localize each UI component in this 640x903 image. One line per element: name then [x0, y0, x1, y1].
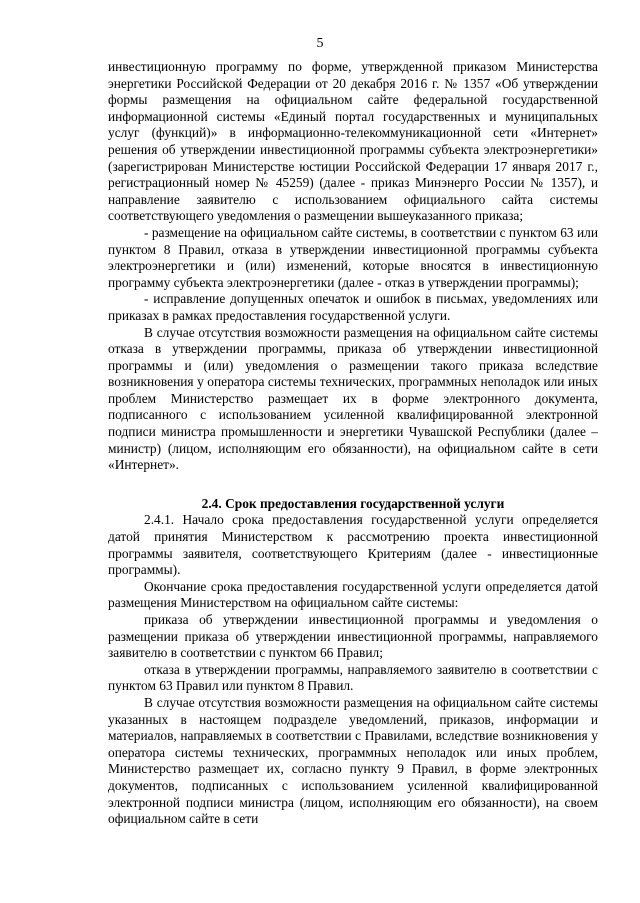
paragraphs-after — [108, 512, 598, 827]
paragraph: Окончание срока предоставления государственной услуги определяется датой размещения Министерством на официальном сайте системы: — [108, 578, 598, 611]
paragraph: В случае отсутствия возможности размещения на официальном сайте системы указанных в настоящем подразделе уведомлений, приказов, информации и материалов, направляемых в соответствии с Правилами, вследствие возникновения у оператора системы технических, программных неполадок или иных проблем, Министерство размещает их, согласно пункту 9 Правил, в форме электронных документов, подписанных с использованием усиленной квалифицированной электронной подписи министра (лицом, исполняющим его обязанности), на своем официальном сайте в сети — [108, 694, 598, 827]
paragraph: - размещение на официальном сайте системы, в соответствии с пунктом 63 или пунктом 8 Правил, отказа в утверждении инвестиционной программы субъекта электроэнергетики и (или) изменений, которые вносятся в инвестиционную программу субъекта электроэнергетики (далее - отказ в утверждении программы); — [108, 224, 598, 290]
paragraph: приказа об утверждении инвестиционной программы и уведомления о размещении приказа об утверждении инвестиционной программы, направляемого заявителю в соответствии с пунктом 66 Правил; — [108, 612, 598, 661]
paragraph: инвестиционную программу по форме, утвержденной приказом Министерства энергетики Российской Федерации от 20 декабря 2016 г. № 1357 «Об утверждении формы размещения на официальном сайте федеральной государственной информационной системы «Единый портал государственных и муниципальных услуг (функций)» в информационно-телекоммуникационной сети «Интернет» решения об утверждении инвестиционной программы субъекта электроэнергетики» (зарегистрирован Министерстве юстиции Российской Федерации 17 января 2017 г., регистрационный номер № 45259) (далее - приказ Минэнерго России № 1357), и направление заявителю с использованием официального сайта системы соответствующего уведомления о размещении вышеуказанного приказа; — [108, 59, 598, 224]
paragraphs-before — [108, 59, 598, 474]
document-body — [108, 59, 598, 828]
paragraph: 2.4.1. Начало срока предоставления государственной услуги определяется датой принятия Министерством к рассмотрению проекта инвестиционной программы заявителя, соответствующего Критериям (далее - инвестиционные программы). — [108, 512, 598, 578]
paragraph: отказа в утверждении программы, направляемого заявителю в соответствии с пунктом 63 Правил или пунктом 8 Правил. — [108, 661, 598, 694]
page-number: 5 — [316, 36, 324, 51]
paragraph: - исправление допущенных опечаток и ошибок в письмах, уведомлениях или приказах в рамках предоставления государственной услуги. — [108, 291, 598, 323]
section-heading: 2.4. Срок предоставления государственной услуги — [201, 495, 505, 511]
paragraph: В случае отсутствия возможности размещения на официальном сайте системы отказа в утверждении программы, приказа об утверждении инвестиционной программы и (или) уведомления о размещении такого приказа вследствие возникновения у оператора системы технических, программных неполадок или иных проблем Министерство размещает их в форме электронного документа, подписанного с использованием усиленной квалифицированной электронной подписи министра промышленности и энергетики Чувашской Республики (далее – министр) (лицом, исполняющим его обязанности), на официальном сайте в сети «Интернет». — [108, 324, 598, 473]
